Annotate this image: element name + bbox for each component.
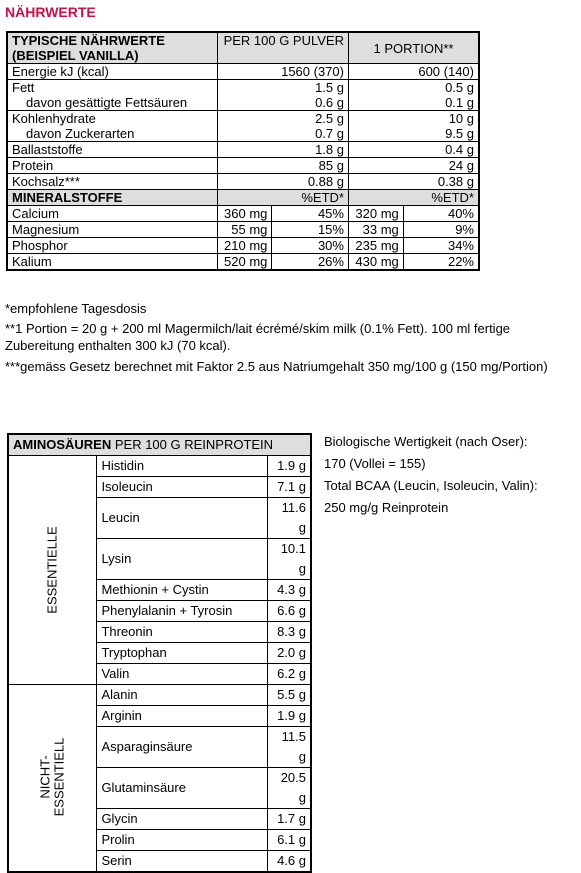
mineral-row — [7, 222, 479, 238]
amino-value: 20.5 g — [268, 768, 311, 809]
amino-name: Leucin — [97, 498, 268, 539]
footnote-salt: ***gemäss Gesetz berechnet mit Faktor 2.5 aus Natriumgehalt 350 mg/100 g (150 mg/Portion) — [5, 359, 548, 374]
nutrition-table — [6, 31, 480, 271]
amino-value: 2.0 g — [268, 643, 311, 664]
side-line-4: 250 mg/g Reinprotein — [324, 500, 449, 515]
nutrient-value-portion: 0.1 g — [348, 95, 479, 111]
nutrient-value-portion: 0.4 g — [348, 142, 479, 158]
nutrient-value-per100: 1.8 g — [217, 142, 348, 158]
amino-name: Phenylalanin + Tyrosin — [97, 601, 268, 622]
amino-header-row — [8, 434, 311, 456]
nutrient-value-portion: 24 g — [348, 158, 479, 174]
nutrient-value-portion: 0.38 g — [348, 174, 479, 190]
nutrient-label: Protein — [7, 158, 217, 174]
mineral-a1: 210 mg — [217, 238, 272, 254]
nutrition-header-portion: 1 PORTION** — [348, 32, 479, 64]
side-info — [324, 431, 579, 519]
amino-name: Asparaginsäure — [97, 727, 268, 768]
side-line-3: Total BCAA (Leucin, Isoleucin, Valin): — [324, 478, 538, 493]
amino-name: Lysin — [97, 539, 268, 580]
side-line-2: 170 (Vollei = 155) — [324, 456, 426, 471]
mineral-a1: 520 mg — [217, 254, 272, 271]
amino-name: Glutaminsäure — [97, 768, 268, 809]
nutrient-label: Kohlenhydrate — [7, 111, 217, 127]
nutrient-value-per100: 2.5 g — [217, 111, 348, 127]
footnote-portion: **1 Portion = 20 g + 200 ml Magermilch/lait écrémé/skim milk (0.1% Fett). 100 ml fertige Zubereitung enthalten 300 kJ (70 kcal). — [5, 321, 511, 353]
amino-value: 11.5 g — [268, 727, 311, 768]
amino-name: Prolin — [97, 830, 268, 851]
nutrient-label: davon gesättigte Fettsäuren — [7, 95, 217, 111]
mineral-a2: 430 mg — [348, 254, 403, 271]
nutrition-row — [7, 64, 479, 80]
mineral-p2: 34% — [403, 238, 479, 254]
amino-value: 7.1 g — [268, 477, 311, 498]
mineral-p1: 26% — [272, 254, 349, 271]
amino-header-bold: AMINOSÄUREN — [13, 437, 112, 452]
nutrition-row — [7, 126, 479, 142]
footnote-etd: *empfohlene Tagesdosis — [5, 301, 147, 316]
nutrient-value-portion: 9.5 g — [348, 126, 479, 142]
amino-value: 6.6 g — [268, 601, 311, 622]
mineral-a1: 360 mg — [217, 206, 272, 222]
amino-name: Alanin — [97, 685, 268, 706]
mineral-a1: 55 mg — [217, 222, 272, 238]
minerals-header-row — [7, 190, 479, 206]
amino-name: Histidin — [97, 456, 268, 477]
nutrient-label: Fett — [7, 80, 217, 96]
mineral-row — [7, 238, 479, 254]
amino-name: Tryptophan — [97, 643, 268, 664]
mineral-row — [7, 254, 479, 271]
amino-value: 1.7 g — [268, 809, 311, 830]
amino-name: Arginin — [97, 706, 268, 727]
nutrient-value-per100: 1560 (370) — [217, 64, 348, 80]
nonessential-group-label — [8, 685, 97, 873]
minerals-header-label: MINERALSTOFFE — [7, 190, 217, 206]
nutrition-row — [7, 142, 479, 158]
amino-name: Glycin — [97, 809, 268, 830]
nutrient-value-portion: 0.5 g — [348, 80, 479, 96]
mineral-label: Phosphor — [7, 238, 217, 254]
nutrition-header-per100: PER 100 G PULVER — [217, 32, 348, 64]
minerals-etd-portion: %ETD* — [348, 190, 479, 206]
nutrient-value-per100: 1.5 g — [217, 80, 348, 96]
nonessential-group-label-text: NICHT- ESSENTIELL — [37, 737, 67, 816]
mineral-p1: 45% — [272, 206, 349, 222]
nutrition-row — [7, 80, 479, 96]
amino-value: 11.6 g — [268, 498, 311, 539]
nutrition-header-row — [7, 32, 479, 64]
amino-acid-table — [7, 433, 312, 873]
mineral-p1: 15% — [272, 222, 349, 238]
section-heading: NÄHRWERTE — [5, 4, 96, 20]
essential-group-label — [8, 456, 97, 685]
nutrient-label: Ballaststoffe — [7, 142, 217, 158]
amino-value: 1.9 g — [268, 706, 311, 727]
nutrition-row — [7, 111, 479, 127]
mineral-label: Magnesium — [7, 222, 217, 238]
amino-value: 1.9 g — [268, 456, 311, 477]
amino-row — [8, 685, 311, 706]
nutrition-row — [7, 158, 479, 174]
amino-value: 8.3 g — [268, 622, 311, 643]
nutrition-row — [7, 174, 479, 190]
amino-value: 6.2 g — [268, 664, 311, 685]
amino-row — [8, 456, 311, 477]
nutrient-value-per100: 85 g — [217, 158, 348, 174]
mineral-p2: 9% — [403, 222, 479, 238]
mineral-a2: 33 mg — [348, 222, 403, 238]
mineral-p2: 40% — [403, 206, 479, 222]
amino-header — [8, 434, 311, 456]
essential-group-label-text: ESSENTIELLE — [44, 526, 60, 614]
nutrient-label: Energie kJ (kcal) — [7, 64, 217, 80]
amino-value: 5.5 g — [268, 685, 311, 706]
mineral-label: Calcium — [7, 206, 217, 222]
amino-value: 6.1 g — [268, 830, 311, 851]
amino-name: Isoleucin — [97, 477, 268, 498]
amino-value: 4.6 g — [268, 851, 311, 873]
nutrient-value-per100: 0.88 g — [217, 174, 348, 190]
nutrient-value-portion: 10 g — [348, 111, 479, 127]
nutrient-label: Kochsalz*** — [7, 174, 217, 190]
amino-name: Methionin + Cystin — [97, 580, 268, 601]
nutrient-value-per100: 0.7 g — [217, 126, 348, 142]
amino-header-rest: PER 100 G REINPROTEIN — [111, 437, 274, 452]
mineral-label: Kalium — [7, 254, 217, 271]
amino-name: Serin — [97, 851, 268, 873]
nutrient-value-per100: 0.6 g — [217, 95, 348, 111]
minerals-etd-per100: %ETD* — [217, 190, 348, 206]
side-line-1: Biologische Wertigkeit (nach Oser): — [324, 434, 528, 449]
mineral-a2: 235 mg — [348, 238, 403, 254]
nutrition-header-label: TYPISCHE NÄHRWERTE (BEISPIEL VANILLA) — [7, 32, 217, 64]
amino-value: 4.3 g — [268, 580, 311, 601]
mineral-row — [7, 206, 479, 222]
nutrition-row — [7, 95, 479, 111]
mineral-a2: 320 mg — [348, 206, 403, 222]
amino-name: Threonin — [97, 622, 268, 643]
amino-value: 10.1 g — [268, 539, 311, 580]
mineral-p1: 30% — [272, 238, 349, 254]
nutrient-value-portion: 600 (140) — [348, 64, 479, 80]
amino-name: Valin — [97, 664, 268, 685]
mineral-p2: 22% — [403, 254, 479, 271]
nutrient-label: davon Zuckerarten — [7, 126, 217, 142]
